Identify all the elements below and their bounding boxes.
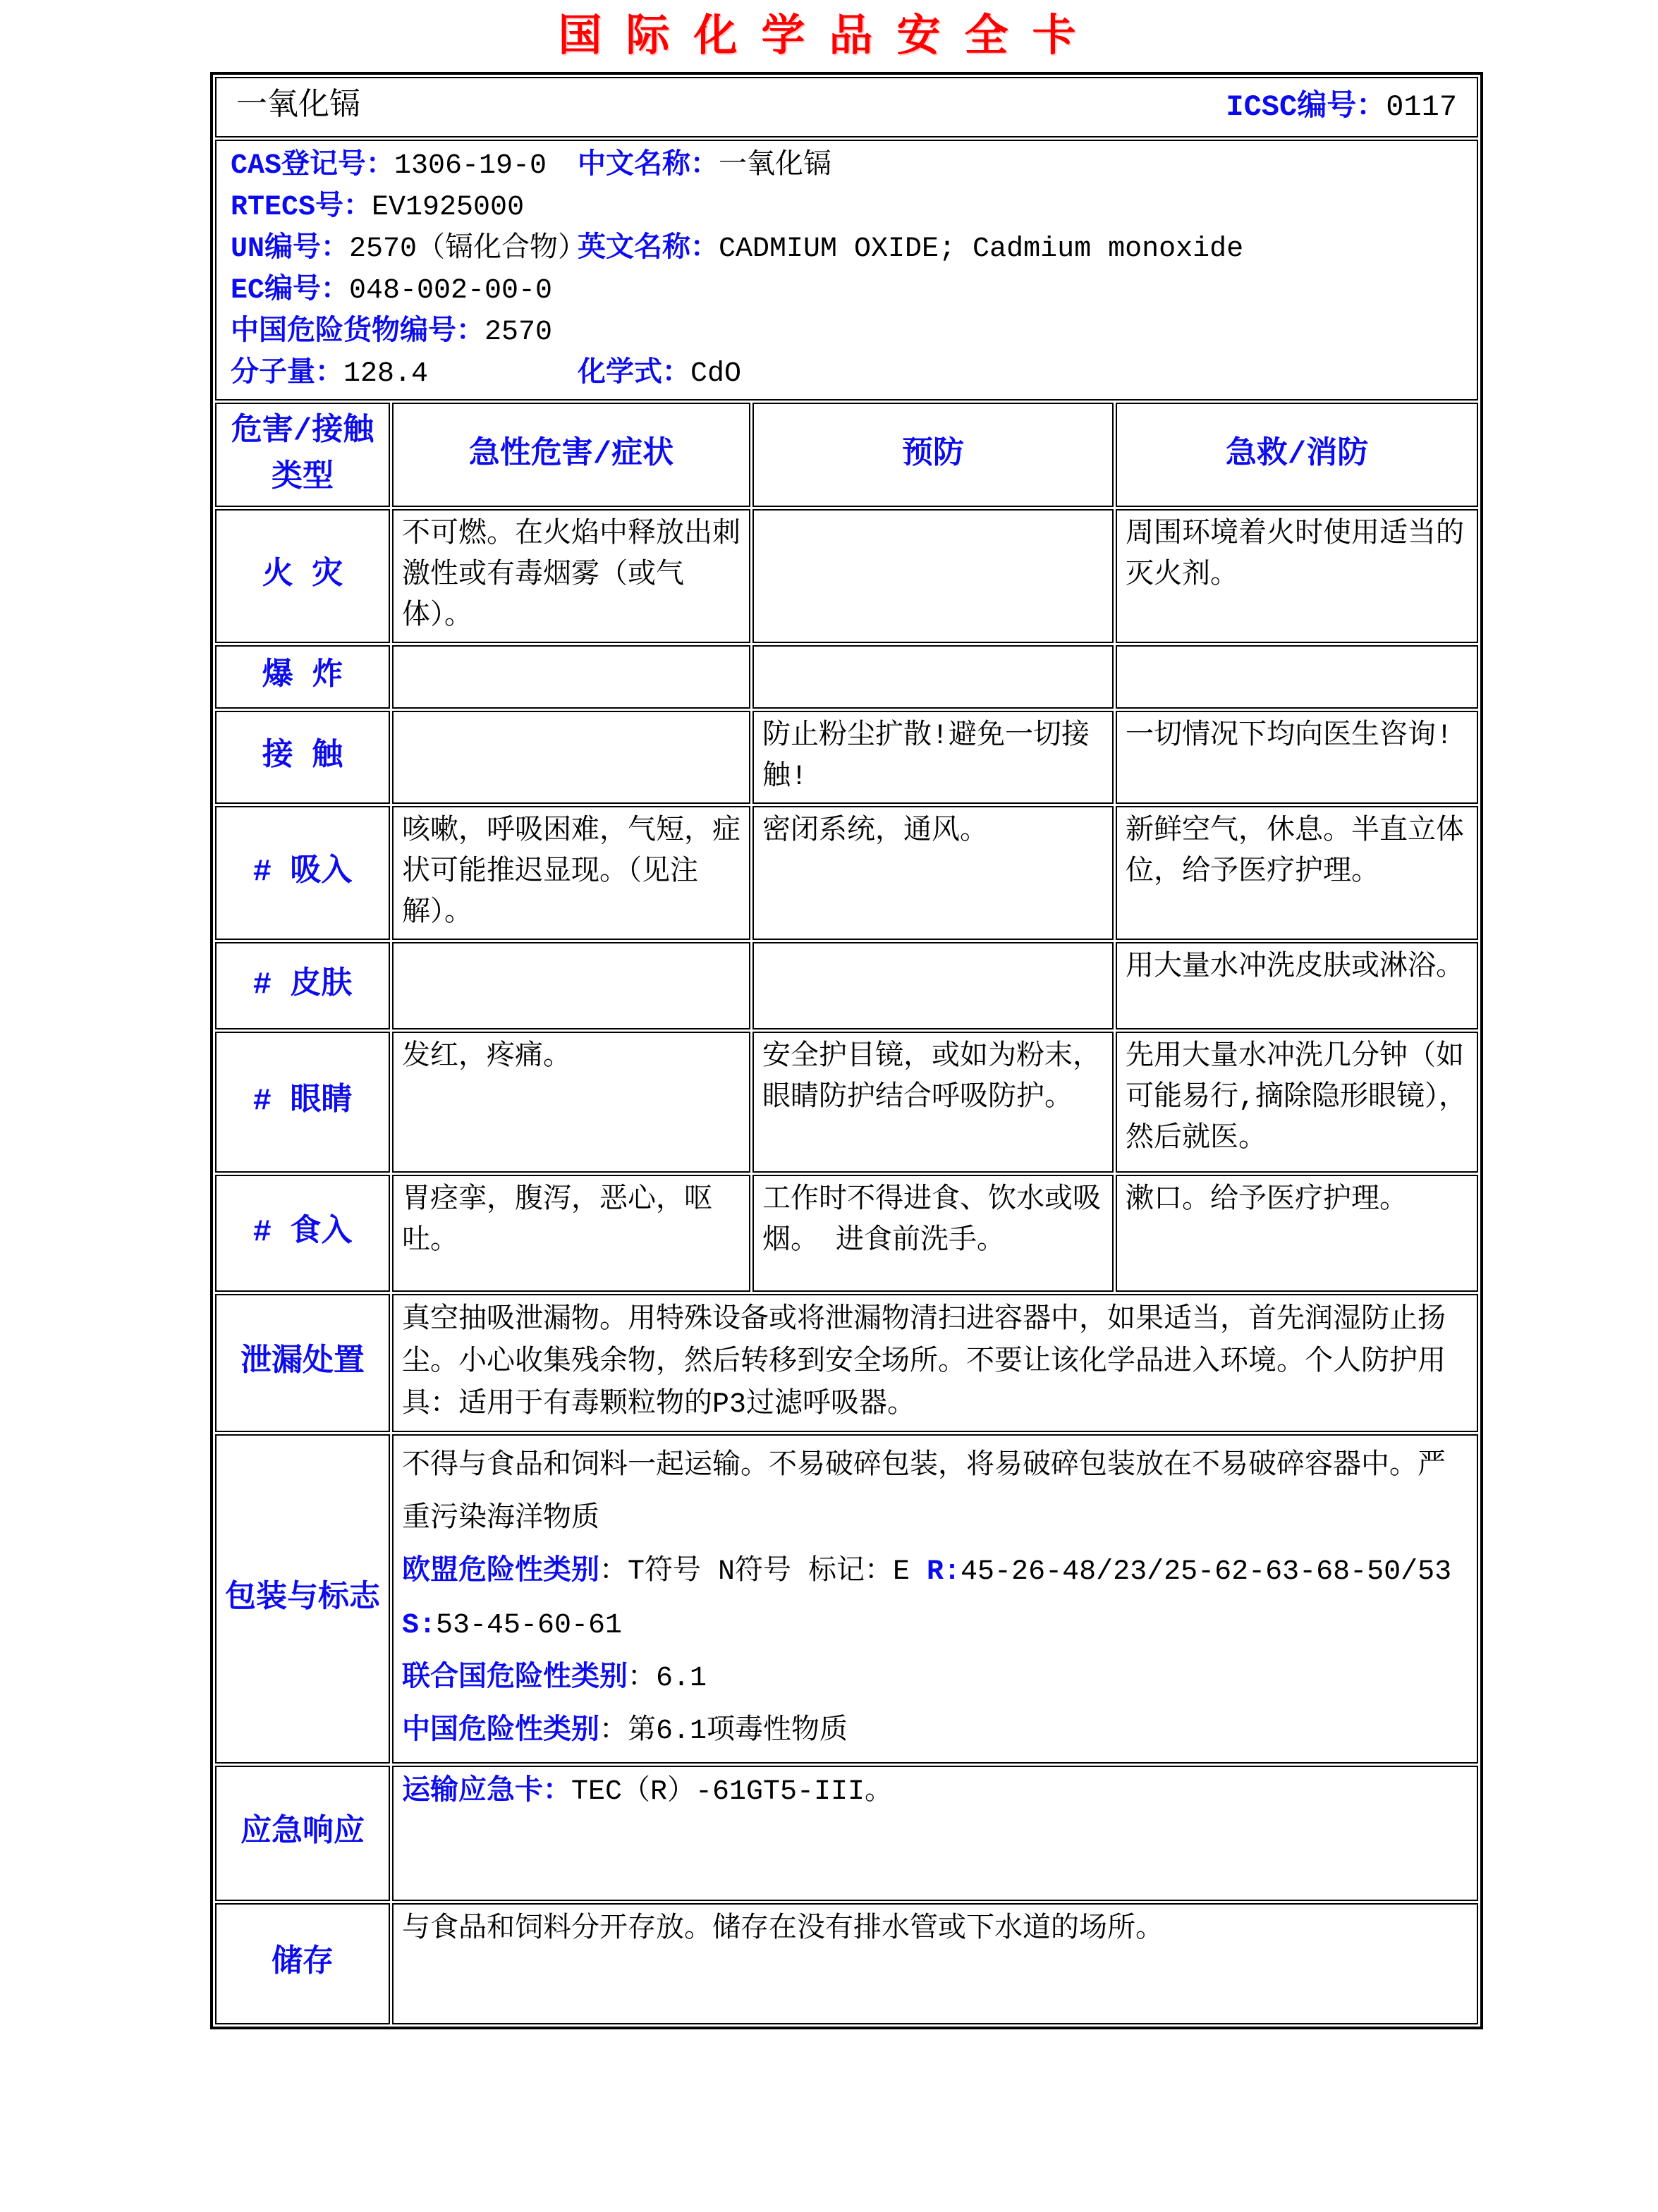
ingestion-first-aid: 漱口。给予医疗护理。 [1116, 1175, 1478, 1292]
table-row-skin [215, 942, 1478, 1029]
row-label-explosion: 爆 炸 [215, 645, 390, 709]
english-name: 英文名称：CADMIUM OXIDE; Cadmium monoxide [578, 233, 1244, 265]
inhalation-first-aid: 新鲜空气，休息。半直立体位，给予医疗护理。 [1116, 806, 1478, 940]
ec-number: EC编号：048-002-00-0 [231, 274, 553, 307]
icsc-number [1226, 86, 1457, 129]
row-label-inhalation: # 吸入 [215, 806, 390, 940]
table-row-exposure [215, 711, 1478, 804]
skin-symptoms [392, 942, 750, 1029]
header-hazard-type: 危害/接触类型 [215, 403, 390, 507]
fire-first-aid: 周围环境着火时使用适当的灭火剂。 [1116, 509, 1478, 643]
un-number: UN编号：2570（镉化合物） [231, 233, 587, 265]
explosion-symptoms [392, 645, 750, 709]
row-label-eyes: # 眼睛 [215, 1032, 390, 1173]
emergency-content: 运输应急卡：TEC（R）-61GT5-III。 [392, 1766, 1478, 1901]
skin-first-aid: 用大量水冲洗皮肤或淋浴。 [1116, 942, 1478, 1029]
inhalation-symptoms: 咳嗽，呼吸困难，气短，症状可能推迟显现。（见注解）。 [392, 806, 750, 940]
exposure-prevention: 防止粉尘扩散!避免一切接触! [752, 711, 1114, 804]
eyes-symptoms: 发红，疼痛。 [392, 1032, 750, 1173]
fire-prevention [752, 509, 1114, 643]
explosion-first-aid [1116, 645, 1478, 709]
spillage-content: 真空抽吸泄漏物。用特殊设备或将泄漏物清扫进容器中，如果适当，首先润湿防止扬尘。小心收集残余物，然后转移到安全场所。不要让该化学品进入环境。个人防护用具：适用于有毒颗粒物的P3过滤呼吸器。 [392, 1294, 1478, 1432]
section-row-storage [215, 1903, 1478, 2024]
row-label-ingestion: # 食入 [215, 1175, 390, 1292]
packaging-content [392, 1434, 1478, 1764]
header-first-aid: 急救/消防 [1116, 403, 1478, 507]
eyes-prevention: 安全护目镜，或如为粉末，眼睛防护结合呼吸防护。 [752, 1032, 1114, 1173]
section-label-packaging: 包装与标志 [215, 1434, 390, 1764]
section-label-emergency: 应急响应 [215, 1766, 390, 1901]
icsc-value: 0117 [1386, 90, 1458, 124]
molecular-weight: 分子量：128.4 [231, 358, 429, 390]
name-row [215, 77, 1478, 138]
china-dg-number: 中国危险货物编号：2570 [231, 316, 553, 348]
packaging-china-classification: 中国危险性类别：第6.1项毒性物质 [402, 1715, 848, 1747]
section-row-packaging [215, 1434, 1478, 1764]
ingestion-symptoms: 胃痉挛，腹泻，恶心，呕吐。 [392, 1175, 750, 1292]
fire-symptoms: 不可燃。在火焰中释放出刺激性或有毒烟雾（或气体）。 [392, 509, 750, 643]
header-symptoms: 急性危害/症状 [392, 403, 750, 507]
table-row-ingestion [215, 1175, 1478, 1292]
ingestion-prevention: 工作时不得进食、饮水或吸烟。 进食前洗手。 [752, 1175, 1114, 1292]
section-label-storage: 储存 [215, 1903, 390, 2024]
row-label-skin: # 皮肤 [215, 942, 390, 1029]
chinese-name: 中文名称：一氧化镉 [578, 149, 831, 182]
storage-content: 与食品和饲料分开存放。储存在没有排水管或下水道的场所。 [392, 1903, 1478, 2024]
table-row-fire [215, 509, 1478, 643]
chemical-formula: 化学式：CdO [578, 358, 742, 390]
icsc-label: ICSC编号： [1226, 90, 1386, 124]
section-row-emergency [215, 1766, 1478, 1901]
inhalation-prevention: 密闭系统，通风。 [752, 806, 1114, 940]
hazard-header-row [215, 403, 1478, 507]
icsc-card-table [210, 72, 1483, 2029]
exposure-symptoms [392, 711, 750, 804]
substance-name: 一氧化镉 [236, 89, 360, 125]
rtecs-number: RTECS号：EV1925000 [231, 191, 525, 224]
explosion-prevention [752, 645, 1114, 709]
identifiers-row [215, 140, 1478, 401]
table-row-explosion [215, 645, 1478, 709]
header-prevention: 预防 [752, 403, 1114, 507]
section-label-spillage: 泄漏处置 [215, 1294, 390, 1432]
section-row-spillage [215, 1294, 1478, 1432]
cas-number: CAS登记号：1306-19-0 [231, 149, 547, 182]
name-row-cell [215, 77, 1478, 138]
identifiers-cell [215, 140, 1478, 401]
packaging-eu-classification: 欧盟危险性类别：T符号 N符号 标记：E R:45-26-48/23/25-62-63-68-50/53 S:53-45-60-61 [402, 1556, 1452, 1642]
packaging-transport-note: 不得与食品和饲料一起运输。不易破碎包装，将易破碎包装放在不易破碎容器中。严重污染海洋物质 [402, 1450, 1446, 1536]
row-label-fire: 火 灾 [215, 509, 390, 643]
row-label-exposure: 接 触 [215, 711, 390, 804]
skin-prevention [752, 942, 1114, 1029]
eyes-first-aid: 先用大量水冲洗几分钟（如可能易行,摘除隐形眼镜），然后就医。 [1116, 1032, 1478, 1173]
packaging-un-classification: 联合国危险性类别：6.1 [402, 1662, 707, 1694]
table-row-inhalation [215, 806, 1478, 940]
exposure-first-aid: 一切情况下均向医生咨询! [1116, 711, 1478, 804]
table-row-eyes [215, 1032, 1478, 1173]
page-title: 国际化学品安全卡 [558, 9, 1100, 61]
